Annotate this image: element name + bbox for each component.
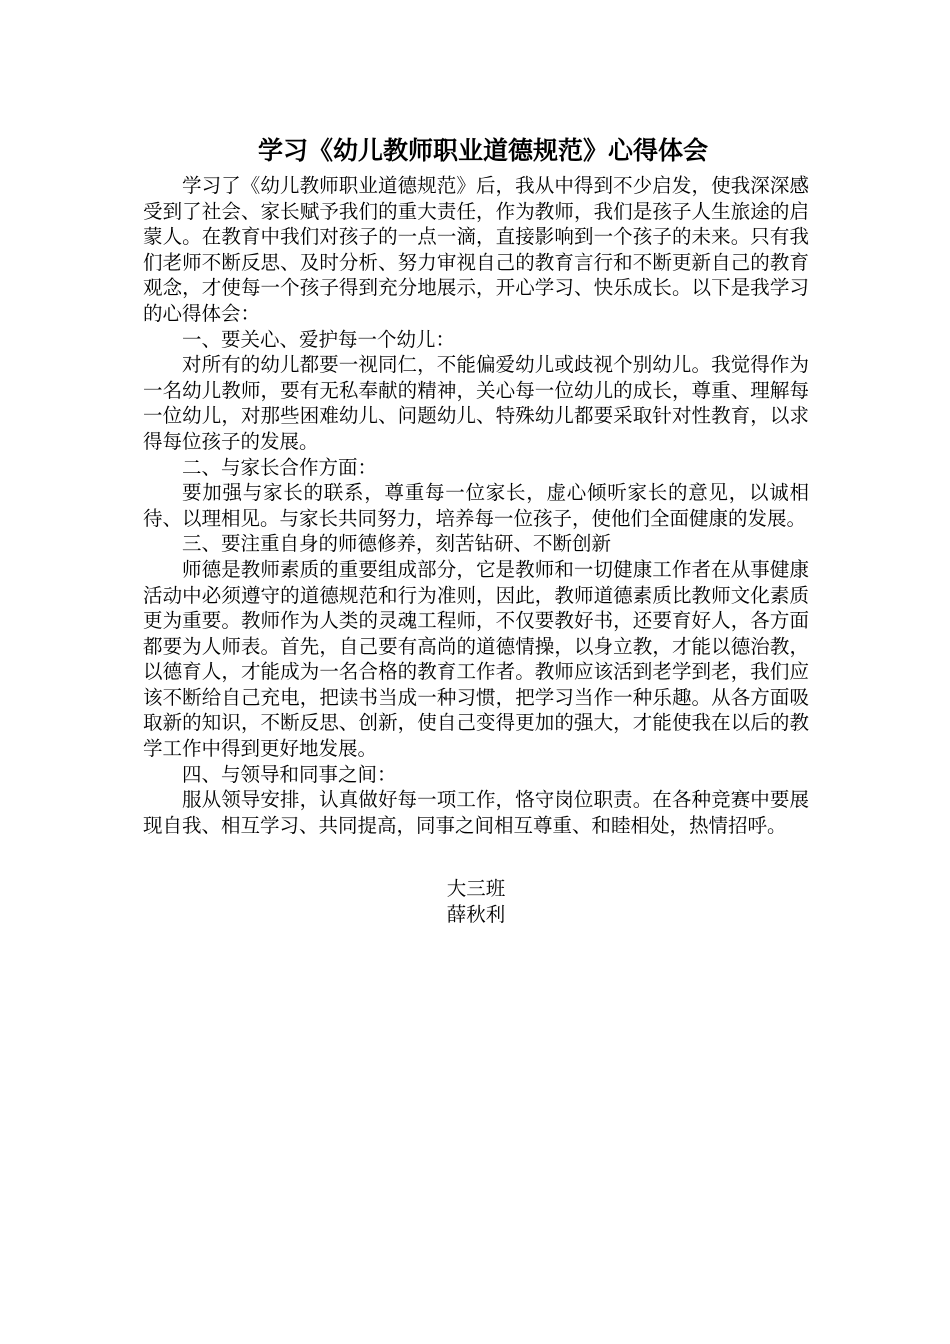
signature-class: 大三班 [446,877,506,901]
document-title: 学习《幼儿教师职业道德规范》心得体会 [257,136,708,165]
section-body-4: 服从领导安排，认真做好每一项工作，恪守岗位职责。在各种竞赛中要展现自我、相互学习、共同提高，同事之间相互尊重、和睦相处，热情招呼。 [143,788,809,837]
section-body-1: 对所有的幼儿都要一视同仁，不能偏爱幼儿或歧视个别幼儿。我觉得作为一名幼儿教师，要有无私奉献的精神，关心每一位幼儿的成长，尊重、理解每一位幼儿，对那些困难幼儿、问题幼儿、特殊幼儿都要采取针对性教育，以求得每位孩子的发展。 [143,353,809,453]
section-heading-3: 三、要注重自身的师德修养，刻苦钻研、不断创新 [182,532,612,556]
section-heading-2: 二、与家长合作方面： [182,455,378,479]
signature-author: 薛秋利 [446,903,506,927]
section-body-3: 师德是教师素质的重要组成部分，它是教师和一切健康工作者在从事健康活动中必须遵守的道德规范和行为准则，因此，教师道德素质比教师文化素质更为重要。教师作为人类的灵魂工程师，不仅要教好书，还要育好人，各方面都要为人师表。首先，自己要有高尚的道德情操，以身立教，才能以德治教，以德育人，才能成为一名合格的教育工作者。教师应该活到老学到老，我们应该不断给自己充电，把读书当成一种习惯，把学习当作一种乐趣。从各方面吸取新的知识，不断反思、创新，使自己变得更加的强大，才能使我在以后的教学工作中得到更好地发展。 [143,557,809,761]
document-body [143,173,809,838]
section-heading-1: 一、要关心、爱护每一个幼儿： [182,327,456,351]
document-page [143,133,809,928]
section-body-2: 要加强与家长的联系，尊重每一位家长，虚心倾听家长的意见，以诚相待、以理相见。与家长共同努力，培养每一位孩子，使他们全面健康的发展。 [143,481,809,530]
signature-block [143,876,809,927]
intro-paragraph: 学习了《幼儿教师职业道德规范》后，我从中得到不少启发，使我深深感受到了社会、家长赋予我们的重大责任，作为教师，我们是孩子人生旅途的启蒙人。在教育中我们对孩子的一点一滴，直接影响到一个孩子的未来。只有我们老师不断反思、及时分析、努力审视自己的教育言行和不断更新自己的教育观念，才使每一个孩子得到充分地展示，开心学习、快乐成长。以下是我学习的心得体会： [143,174,809,325]
section-heading-4: 四、与领导和同事之间： [182,762,397,786]
